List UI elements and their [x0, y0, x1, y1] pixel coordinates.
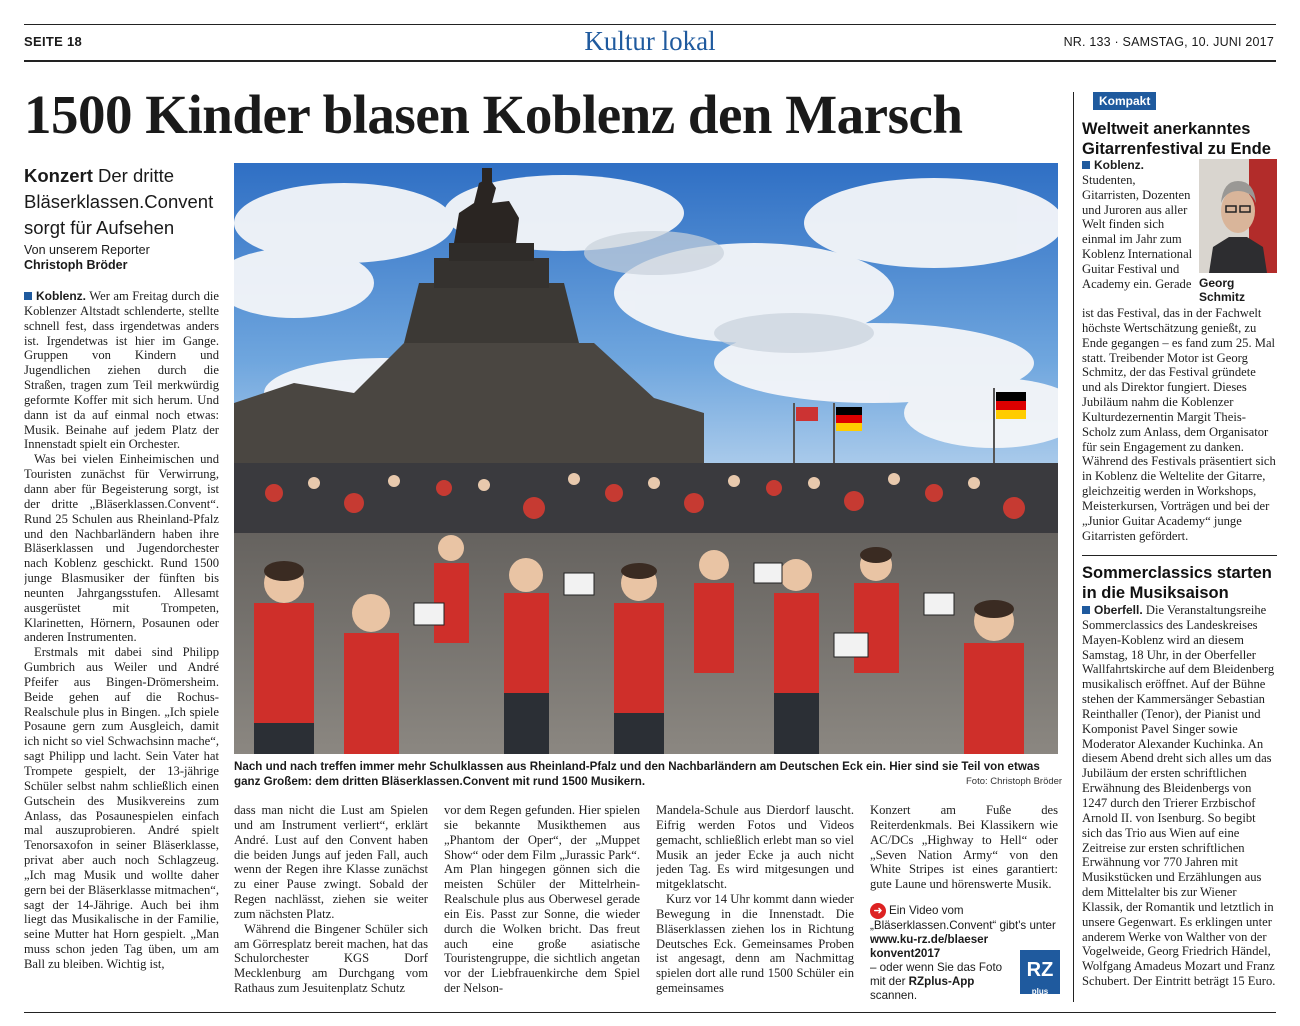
sidebar-story1-text-b: ist das Festival, das in der Fachwelt höchste Wertschätzung genießt, zu Ende gegangen – es fand zum 25. Mal statt. Treibender Motor ist Georg Schmitz, der das Festival gründete und als Direktor fungiert. Dieses Jubiläum nahm die Koblenzer Kulturdezernentin Margit Theis-Scholz zum Anlass, dem Organisator für sein Engagement zu danken. Während des Festivals präsentiert sich in Koblenz die Weltelite der Gitarre, gleichzeitig werden in Workshops, Meisterkursen, Vorträgen und bei der „Junior Guitar Academy“ junge Gitarristen gefördert. — [1082, 306, 1276, 543]
rz-plus-logo — [1020, 950, 1060, 994]
sidebar-story2-text — [1082, 603, 1277, 1003]
video-hint-text-3: scannen. — [870, 989, 918, 1002]
paragraph: Was bei vielen Einheimischen und Touristen zunächst für Verwirrung, dann aber für Begeisterung sorgt, ist der dritte „Bläserklassen.Convent“. Rund 25 Schulen aus Rheinland-Pfalz und den Nachbarländern haben ihre Bläserklassen und Jugendorchester nach Koblenz geschickt. Rund 1500 junge Blasmusiker der fünften bis neunten Jahrgangsstufen. Allesamt ausgerüstet mit Trompeten, Klarinetten, Hörnern, Posaunen oder anderen Instrumenten. — [24, 452, 219, 645]
video-hint-text-2: – oder wenn Sie das Foto mit der — [870, 961, 1003, 988]
location-label: Koblenz. — [36, 289, 86, 303]
logo-sub-text: plus — [1031, 987, 1049, 996]
article-kicker — [24, 163, 224, 241]
sidebar-story-divider — [1082, 555, 1277, 556]
video-hint-body — [870, 961, 1020, 1003]
paragraph: Konzert am Fuße des Reiterdenkmals. Bei Klassikern wie AC/DCs „Highway to Hell“ oder „Seven Nation Army“ von den White Stripes ist eines garantiert: gute Laune und hörenswerte Musik. — [870, 803, 1058, 892]
paragraph: Mandela-Schule aus Dierdorf lauscht. Eifrig werden Fotos und Videos gemacht, schließlich erlebt man so viel Musik an jeder Ecke ja auch nicht jeden Tag. Es wird mitgesungen und mitgeklatscht. — [656, 803, 854, 892]
article-column-4 — [656, 803, 854, 1003]
photo-caption: Nach und nach treffen immer mehr Schulklassen aus Rheinland-Pfalz und den Nachbarländern am Deutschen Eck ein. Hier sind sie Teil von etwas ganz Großem: dem dritten Bläserklassen.Convent mit rund 1500 Musikern. — [234, 760, 1040, 788]
story2-text: Die Veranstaltungsreihe Sommerclassics des Landeskreises Mayen-Koblenz wird an diesem Samstag, 18 Uhr, in der Oberfeller Wallfahrtskirche auf dem Bleidenberg musikalisch eröffnet. Auf der Bühne stehen der Kammersänger Sebastian Reinthaller (Tenor), der Pianist und Komponist Pavel Singer sowie Moderator Alexander Kuchinka. An diesem Abend dreht sich alles um das Jubiläum der ersten schriftlichen Erwähnung des Bleidenbergs von 1247 durch den Trierer Erzbischof Arnold II. von Isenburg. So begibt sich das Trio aus Wien auf eine Zeitreise zur ersten schriftlichen Erwähnung vor 770 Jahren mit Musikstücken und Erzählungen aus dem Mittelalter bis zur Wiener Klassik, der Romantik und letztlich in unsere Gegenwart. Es erklingen unter anderem Werke von Walther von der Vogelweide, Georg Friedrich Händel, Wolfgang Amadeus Mozart und Franz Schubert. Der Eintritt beträgt 15 Euro. — [1082, 603, 1276, 989]
photo-illustration — [234, 163, 1058, 754]
portrait-illustration — [1199, 159, 1277, 273]
byline — [24, 243, 224, 273]
sidebar-label: Kompakt — [1093, 92, 1156, 110]
paragraph: Während die Bingener Schüler sich am Görresplatz bereit machen, hat das Schulorchester KGS Dorf Mecklenburg am Durchgang vom Rathaus zum Jesuitenplatz Schutz — [234, 921, 428, 996]
portrait-photo — [1199, 159, 1277, 273]
sidebar-divider — [1073, 92, 1074, 1002]
paragraph-text: Wer am Freitag durch die Koblenzer Altstadt schlenderte, stellte schnell fest, dass irgendetwas anders ist. Irgendetwas ist hier im Gange. Gruppen von Kindern und Jugendlichen ziehen durch die Straßen, tragen zum Teil merkwürdig geformte Koffer mit sich herum. Und dann ist da auf einmal noch etwas: Musik. Beinahe auf jedem Platz der Innenstadt spielt ein Orchester. — [24, 289, 219, 452]
byline-author: Christoph Bröder — [24, 258, 128, 272]
paragraph — [24, 289, 219, 452]
article-column-3 — [444, 803, 640, 1003]
video-hint-text: Ein Video vom „Bläserklassen.Convent“ gibt's unter — [870, 904, 1056, 932]
paragraph: vor dem Regen gefunden. Hier spielen sie bekannte Musikthemen aus „Phantom der Oper“, der „Muppet Show“ oder dem Film „Jurassic Park“. Am Plan hingegen gönnen sich die meisten Schüler der Mittelrhein-Realschule plus aus Oberwesel gerade ein Eis. Passt zur Sonne, die wieder durch die Wolken bricht. Das freut auch eine große asiatische Touristengruppe, die sichtlich angetan vor der Liebfrauenkirche dem Spiel der Nelson- — [444, 803, 640, 996]
bottom-rule — [24, 1012, 1276, 1013]
video-app-name: RZplus-App — [908, 975, 975, 988]
top-rule — [24, 24, 1276, 25]
video-url[interactable]: www.ku-rz.de/blaeser konvent2017 — [870, 933, 989, 960]
arrow-icon: ➜ — [870, 903, 886, 919]
portrait-lastname: Schmitz — [1199, 290, 1246, 304]
paragraph: Kurz vor 14 Uhr kommt dann wieder Bewegung in die Innenstadt. Die Bläserklassen ziehen los in Richtung Deutsches Eck. Gemeinsames Proben ist angesagt, denn am Nachmittag spielen dort alle rund 1500 Schüler ein gemeinsames — [656, 892, 854, 996]
header-rule — [24, 60, 1276, 62]
sidebar-story2-headline: Sommerclassics starten in die Musiksaison — [1082, 564, 1272, 602]
location-label: Koblenz. — [1094, 158, 1144, 172]
paragraph: dass man nicht die Lust am Spielen und am Instrument verliert“, erklärt André. Lust auf den Convent haben die beiden Jungs auf jeden Fall, auch wenn der Regen ihre Klasse zunächst zu einer Pause zwingt. Sobald der Regen nachlässt, ziehen sie weiter zum nächsten Platz. — [234, 803, 428, 921]
page-number: SEITE 18 — [24, 34, 83, 49]
article-column-2 — [234, 803, 428, 1003]
byline-role: Von unserem Reporter — [24, 243, 150, 257]
location-marker-icon — [1082, 606, 1090, 614]
photo-credit: Foto: Christoph Bröder — [966, 776, 1063, 787]
article-photo — [234, 163, 1058, 754]
logo-text: RZ — [1026, 959, 1054, 981]
issue-date: NR. 133 · SAMSTAG, 10. JUNI 2017 — [1063, 35, 1274, 49]
kicker-label: Konzert — [24, 165, 93, 186]
portrait-firstname: Georg — [1199, 276, 1235, 290]
section-title: Kultur lokal — [584, 26, 716, 56]
location-marker-icon — [24, 292, 32, 300]
article-column-5 — [870, 803, 1058, 893]
kicker-text: Der dritte Bläserklassen.Convent sorgt für Aufsehen — [24, 165, 214, 238]
location-marker-icon — [1082, 161, 1090, 169]
sidebar-story1-headline: Weltweit anerkanntes Gitarrenfestival zu Ende — [1082, 120, 1271, 158]
paragraph: Erstmals mit dabei sind Philipp Gumbrich aus Weiler und André Pfeifer aus Bingen-Drömersheim. Beide gehen auf die Rochus-Realschule plus in Bingen. „Ich spiele Posaune gern zum Ausgleich, damit ich nicht so viel Schwachsinn mache“, sagt Philipp und lacht. Sein Vater hat Trompete gespielt, der 13-jährige Schüler selbst nahm schließlich einen Gutschein des Musikvereins zum Anlass, das Posaunespielen einfach mal auszuprobieren. André spielt Tenorsaxofon in seiner Bläserklasse, privat aber auch noch Schlagzeug. „Ich mag Musik und wollte daher gern bei der Bläserklasse mitmachen“, sagt der 14-Jährige. Auch bei ihm liegt das Musikalische in der Familie, seine Mutter hat Horn gespielt. „Man muss schon jeden Tag üben, um am Ball zu bleiben. Wichtig ist, — [24, 645, 219, 971]
article-column-1 — [24, 289, 219, 999]
story1-text-a: Studenten, Gitarristen, Dozenten und Juroren aus aller Welt finden sich einmal im Jahr zum Koblenz International Guitar Festival und Academy ein. Gerade — [1082, 172, 1193, 291]
article-headline: 1500 Kinder blasen Koblenz den Marsch — [24, 84, 963, 145]
sidebar-story1-text-a — [1082, 158, 1194, 298]
portrait-caption — [1199, 276, 1245, 304]
location-label: Oberfell. — [1094, 603, 1143, 617]
